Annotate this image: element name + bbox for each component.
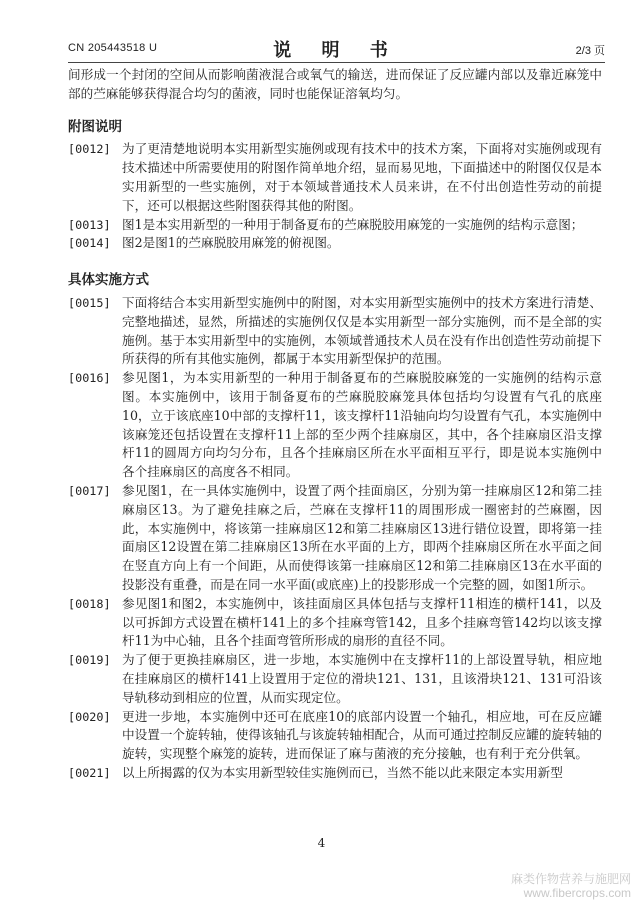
- paragraph-0012: [68, 140, 602, 215]
- paragraph-text: 参见图1和图2，本实施例中，该挂面扇区具体包括与支撑杆11相连的横杆141，以及以可拆卸方式设置在横杆141上的多个挂麻弯管142，且多个挂麻弯管142均以该支撑杆11为中心轴，且各个挂面弯管所形成的扇形的直径不同。: [122, 595, 602, 649]
- paragraph-text: 下面将结合本实用新型实施例中的附图，对本实用新型实施例中的技术方案进行清楚、完整地描述，显然，所描述的实施例仅仅是本实用新型一部分实施例，而不是全部的实施例。基于本实用新型中的实施例，本领域普通技术人员在没有作出创造性劳动前提下所获得的所有其他实施例，都属于本实用新型保护的范围。: [122, 294, 602, 367]
- paragraph-text: 图2是图1的苎麻脱胶用麻笼的俯视图。: [122, 235, 340, 251]
- watermark-url: www.fibercrops.com: [523, 886, 631, 900]
- site-watermark: [511, 872, 631, 900]
- page-number: 4: [317, 836, 326, 850]
- page-of: 2/3 页: [575, 45, 605, 57]
- page-header: [68, 36, 605, 60]
- paragraph-0013: [68, 216, 602, 235]
- paragraph-number: [0017]: [68, 483, 111, 498]
- watermark-site-name: 麻类作物营养与施肥网: [510, 872, 631, 886]
- intro-paragraph: 间形成一个封闭的空间从而影响菌液混合或氧气的输送，进而保证了反应罐内部以及靠近麻笼中部的苎麻能够获得混合均匀的菌液，同时也能保证溶氧均匀。: [68, 67, 602, 101]
- document-title: 说 明 书: [273, 40, 400, 61]
- paragraph-text: 为了便于更换挂麻扇区，进一步地，本实施例中在支撑杆11的上部设置导轨，相应地在挂麻扇区的横杆141上设置用于定位的滑块121、131，且该滑块121、131可沿该导轨移动到相应的位置，从而实现定位。: [122, 652, 602, 705]
- patent-number: CN 205443518 U: [68, 42, 158, 54]
- paragraph-number: [0016]: [68, 371, 111, 386]
- paragraph-number: [0018]: [68, 596, 111, 611]
- section-heading-embodiments: 具体实施方式: [68, 272, 149, 289]
- paragraph-0017: [68, 482, 602, 595]
- paragraph-0020: [68, 708, 602, 764]
- paragraph-0014: [68, 234, 602, 253]
- paragraph-0021: [68, 764, 602, 783]
- paragraph-number: [0013]: [68, 217, 111, 232]
- paragraph-number: [0021]: [68, 765, 111, 780]
- paragraph-number: [0012]: [68, 142, 111, 157]
- paragraph-text: 参见图1，为本实用新型的一种用于制备夏布的苎麻脱胶麻笼的一实施例的结构示意图。本实施例中，该用于制备夏布的苎麻脱胶麻笼具体包括均匀设置有气孔的底座10，立于该底座10中部的支撑杆11，该支撑杆11沿轴向均匀设置有气孔，本实施例中该麻笼还包括设置在支撑杆11上部的至少两个挂麻扇区，其中，各个挂麻扇区沿支撑杆11的圆周方向均匀分布，且各个挂麻扇区所在水平面相互平行，即是说本实施例中各个挂麻扇区的高度各不相同。: [122, 370, 602, 480]
- paragraph-text: 图1是本实用新型的一种用于制备夏布的苎麻脱胶用麻笼的一实施例的结构示意图；: [122, 216, 584, 232]
- paragraph-number: [0014]: [68, 236, 111, 251]
- section-heading-drawings: 附图说明: [68, 118, 122, 135]
- paragraph-0016: [68, 369, 602, 482]
- paragraph-0019: [68, 651, 602, 707]
- paragraph-number: [0019]: [68, 653, 111, 668]
- header-rule: [68, 62, 605, 63]
- paragraph-text: 为了更清楚地说明本实用新型实施例或现有技术中的技术方案，下面将对实施例或现有技术描述中所需要使用的附图作简单地介绍，显而易见地，下面描述中的附图仅仅是本实用新型的一些实施例，对于本领域普通技术人员来讲，在不付出创造性劳动的前提下，还可以根据这些附图获得其他的附图。: [122, 141, 602, 213]
- paragraph-text: 参见图1，在一具体实施例中，设置了两个挂面扇区，分别为第一挂麻扇区12和第二挂麻扇区13。为了避免挂麻之后，苎麻在支撑杆11的周围形成一圈密封的苎麻圈，因此，本实施例中，将该第一挂麻扇区12和第二挂麻扇区13进行错位设置，即将第一挂面扇区12设置在第二挂麻扇区13所在水平面的上方，即两个挂麻扇区所在水平面之间在竖直方向上有一个间距，从而使得该第一挂麻扇区12和第二挂麻扇区13在水平面的投影没有重叠，而是在同一水平面(或底座)上的投影形成一个完整的圆，如图1所示。: [122, 482, 602, 592]
- paragraph-0018: [68, 595, 602, 651]
- paragraph-text: 更进一步地，本实施例中还可在底座10的底部内设置一个轴孔，相应地，可在反应罐中设置一个旋转轴，使得该轴孔与该旋转轴相配合，从而可通过控制反应罐的旋转轴的旋转，实现整个麻笼的旋转，进而保证了麻与菌液的充分接触，也有利于充分供氧。: [122, 708, 602, 762]
- paragraph-number: [0015]: [68, 295, 111, 310]
- paragraph-text: 以上所揭露的仅为本实用新型较佳实施例而已，当然不能以此来限定本实用新型: [122, 764, 563, 780]
- paragraph-0015: [68, 294, 602, 369]
- paragraph-number: [0020]: [68, 709, 111, 724]
- document-body: [68, 66, 602, 783]
